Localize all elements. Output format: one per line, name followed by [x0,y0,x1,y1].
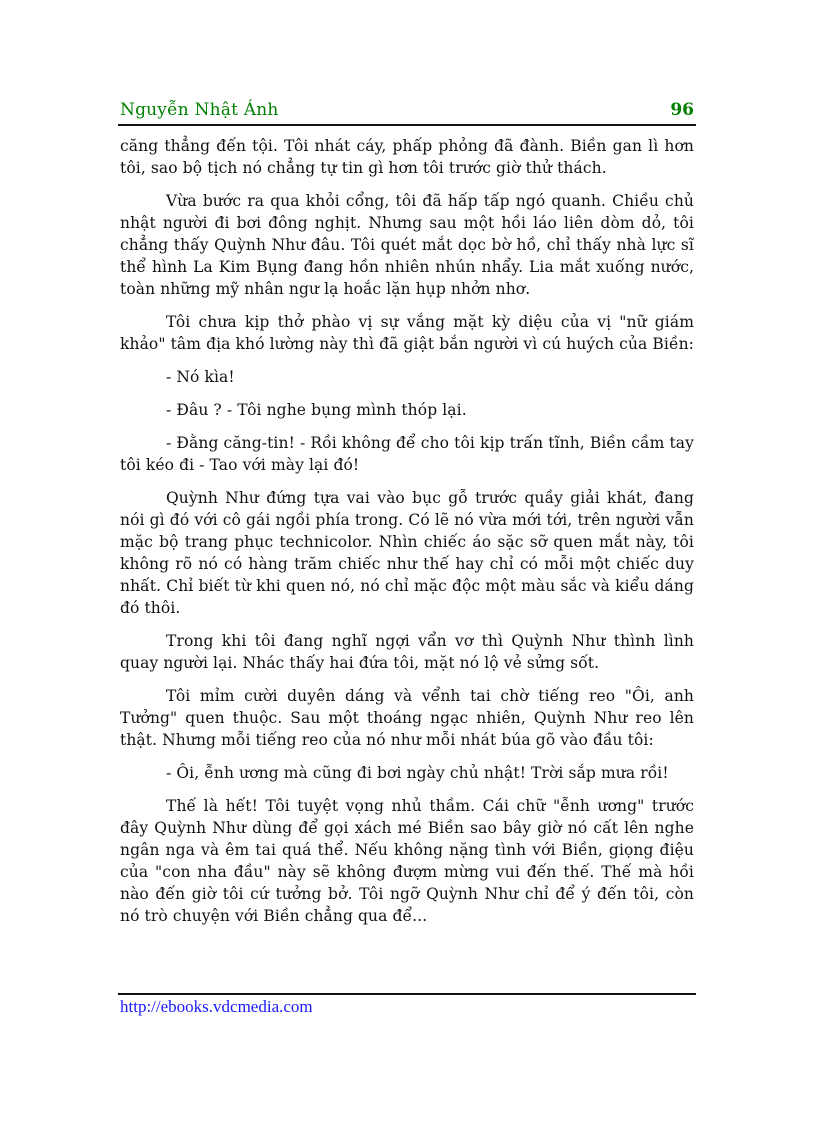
paragraph: Trong khi tôi đang nghĩ ngợi vẩn vơ thì Quỳnh Như thình lình quay người lại. Nhác thấy hai đứa tôi, mặt nó lộ vẻ sửng sốt. [120,632,694,672]
body-text [120,135,694,938]
paragraph: Thế là hết! Tôi tuyệt vọng nhủ thầm. Cái chữ "ễnh ương" trước đây Quỳnh Như dùng để gọi xách mé Biền sao bây giờ nó cất lên nghe ngân nga và êm tai quá thể. Nếu không nặng tình với Biền, giọng điệu của "con nha đầu" này sẽ không đượm mừng vui đến thế. Thế mà hồi nào đến giờ tôi cứ tưởng bở. Tôi ngỡ Quỳnh Như chỉ để ý đến tôi, còn nó trò chuyện với Biền chẳng qua để... [120,797,694,925]
author-name: Nguyễn Nhật Ánh [120,100,279,120]
dialogue-line: - Đâu ? - Tôi nghe bụng mình thóp lại. [166,401,467,419]
paragraph: Vừa bước ra qua khỏi cổng, tôi đã hấp tấp ngó quanh. Chiều chủ nhật người đi bơi đông nghịt. Nhưng sau một hồi láo liên dòm dỏ, tôi chẳng thấy Quỳnh Như đâu. Tôi quét mắt dọc bờ hồ, chỉ thấy nhà lực sĩ thể hình La Kim Bụng đang hồn nhiên nhún nhẩy. Lia mắt xuống nước, toàn những mỹ nhân ngư lạ hoắc lặn hụp nhởn nhơ. [120,192,694,298]
dialogue-line: - Đằng căng-tin! - Rồi không để cho tôi kịp trấn tĩnh, Biền cầm tay tôi kéo đi - Tao với mày lại đó! [120,434,694,474]
dialogue-line: - Ôi, ễnh ương mà cũng đi bơi ngày chủ nhật! Trời sắp mưa rồi! [166,764,669,782]
footer-divider [118,993,696,995]
paragraph: Quỳnh Như đứng tựa vai vào bục gỗ trước quầy giải khát, đang nói gì đó với cô gái ngồi phía trong. Có lẽ nó vừa mới tới, trên người vẫn mặc bộ trang phục technicolor. Nhìn chiếc áo sặc sỡ quen mắt này, tôi không rõ nó có hàng trăm chiếc như thế hay chỉ có mỗi một chiếc duy nhất. Chỉ biết từ khi quen nó, nó chỉ mặc độc một màu sắc và kiểu dáng đó thôi. [120,489,694,617]
paragraph: căng thẳng đến tội. Tôi nhát cáy, phấp phỏng đã đành. Biền gan lì hơn tôi, sao bộ tịch nó chẳng tự tin gì hơn tôi trước giờ thử thách. [120,137,694,177]
paragraph: Tôi chưa kịp thở phào vị sự vắng mặt kỳ diệu của vị "nữ giám khảo" tâm địa khó lường này thì đã giật bắn người vì cú huých của Biền: [120,313,694,353]
page-header [118,100,696,126]
page-number: 96 [670,100,694,120]
footer-link[interactable]: http://ebooks.vdcmedia.com [120,997,313,1016]
dialogue-line: - Nó kìa! [166,368,235,386]
paragraph: Tôi mỉm cười duyên dáng và vểnh tai chờ tiếng reo "Ôi, anh Tưởng" quen thuộc. Sau một thoáng ngạc nhiên, Quỳnh Như reo lên thật. Nhưng mỗi tiếng reo của nó như mỗi nhát búa gõ vào đầu tôi: [120,687,694,749]
